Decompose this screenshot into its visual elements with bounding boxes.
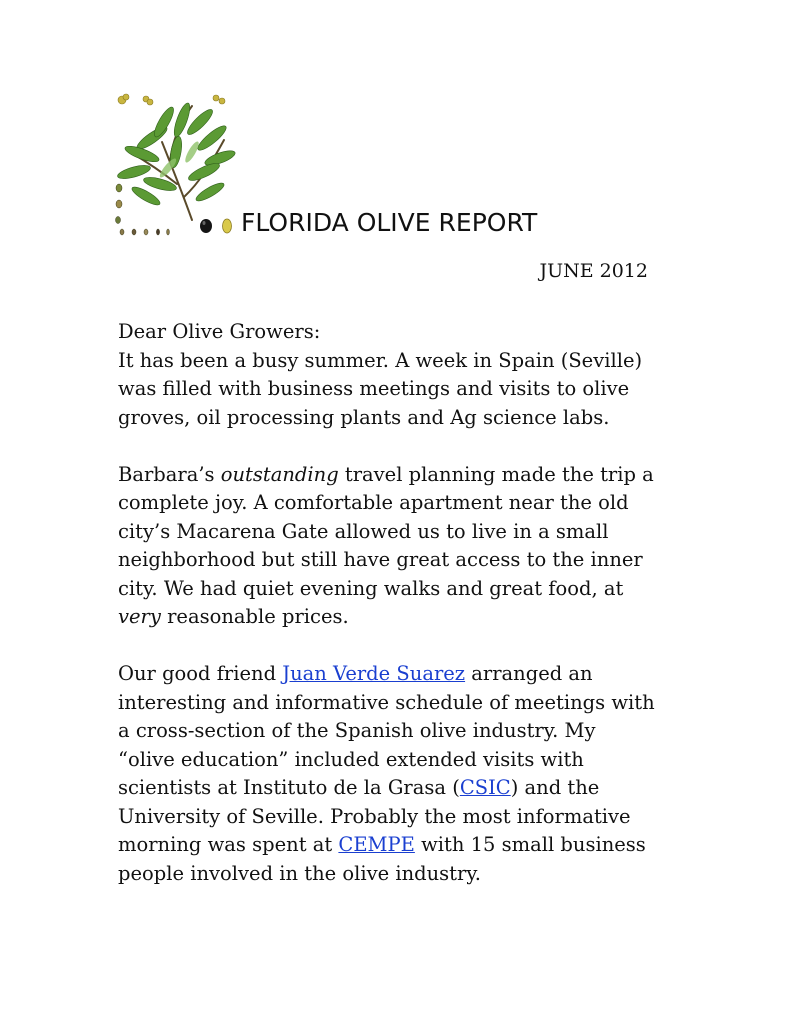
text-line: city’s Macarena Gate allowed us to live in a small — [118, 519, 609, 543]
text-line — [118, 831, 718, 860]
emphasis-text: outstanding — [220, 462, 339, 486]
paragraph-intro — [118, 318, 718, 432]
paragraph-travel — [118, 461, 718, 632]
letter-body — [118, 318, 718, 917]
report-date: JUNE 2012 — [539, 260, 648, 282]
emphasis-text: very — [118, 605, 161, 628]
text-line: people involved in the olive industry. — [118, 861, 481, 885]
paragraph-meetings — [118, 660, 718, 888]
text-line: University of Seville. Probably the most informative — [118, 804, 631, 828]
text-line: groves, oil processing plants and Ag science labs. — [118, 405, 610, 429]
juan-verde-suarez-link[interactable]: Juan Verde Suarez — [282, 662, 466, 685]
text-line — [118, 774, 718, 803]
text-line — [118, 603, 718, 632]
olive-branch-icon — [112, 92, 240, 240]
text-line: complete joy. A comfortable apartment near the old — [118, 491, 629, 514]
text-line: It has been a busy summer. A week in Spain (Seville) — [118, 348, 643, 372]
text-line: interesting and informative schedule of meetings with — [118, 690, 655, 714]
csic-link[interactable]: CSIC — [459, 776, 511, 799]
text-run: Our good friend — [118, 662, 283, 685]
cempe-link[interactable]: CEMPE — [338, 833, 415, 856]
text-line: “olive education” included extended visits with — [118, 747, 584, 771]
text-run: with 15 small business — [414, 833, 646, 856]
text-run: reasonable prices. — [160, 605, 349, 628]
text-run: scientists at Instituto de la Grasa ( — [118, 776, 460, 799]
text-run: travel planning made the trip a — [338, 462, 654, 486]
text-line: city. We had quiet evening walks and great food, at — [118, 576, 624, 600]
text-line — [118, 461, 718, 490]
greeting: Dear Olive Growers: — [118, 320, 321, 343]
text-run: arranged an — [465, 662, 593, 685]
text-line: a cross-section of the Spanish olive industry. My — [118, 719, 596, 742]
text-line: neighborhood but still have great access to the inner — [118, 548, 643, 571]
text-run: ) and the — [510, 776, 600, 799]
text-line: was filled with business meetings and visits to olive — [118, 377, 630, 400]
text-run: morning was spent at — [118, 833, 339, 856]
report-title: FLORIDA OLIVE REPORT — [241, 208, 538, 237]
text-line — [118, 660, 718, 689]
text-run: Barbara’s — [118, 462, 221, 486]
